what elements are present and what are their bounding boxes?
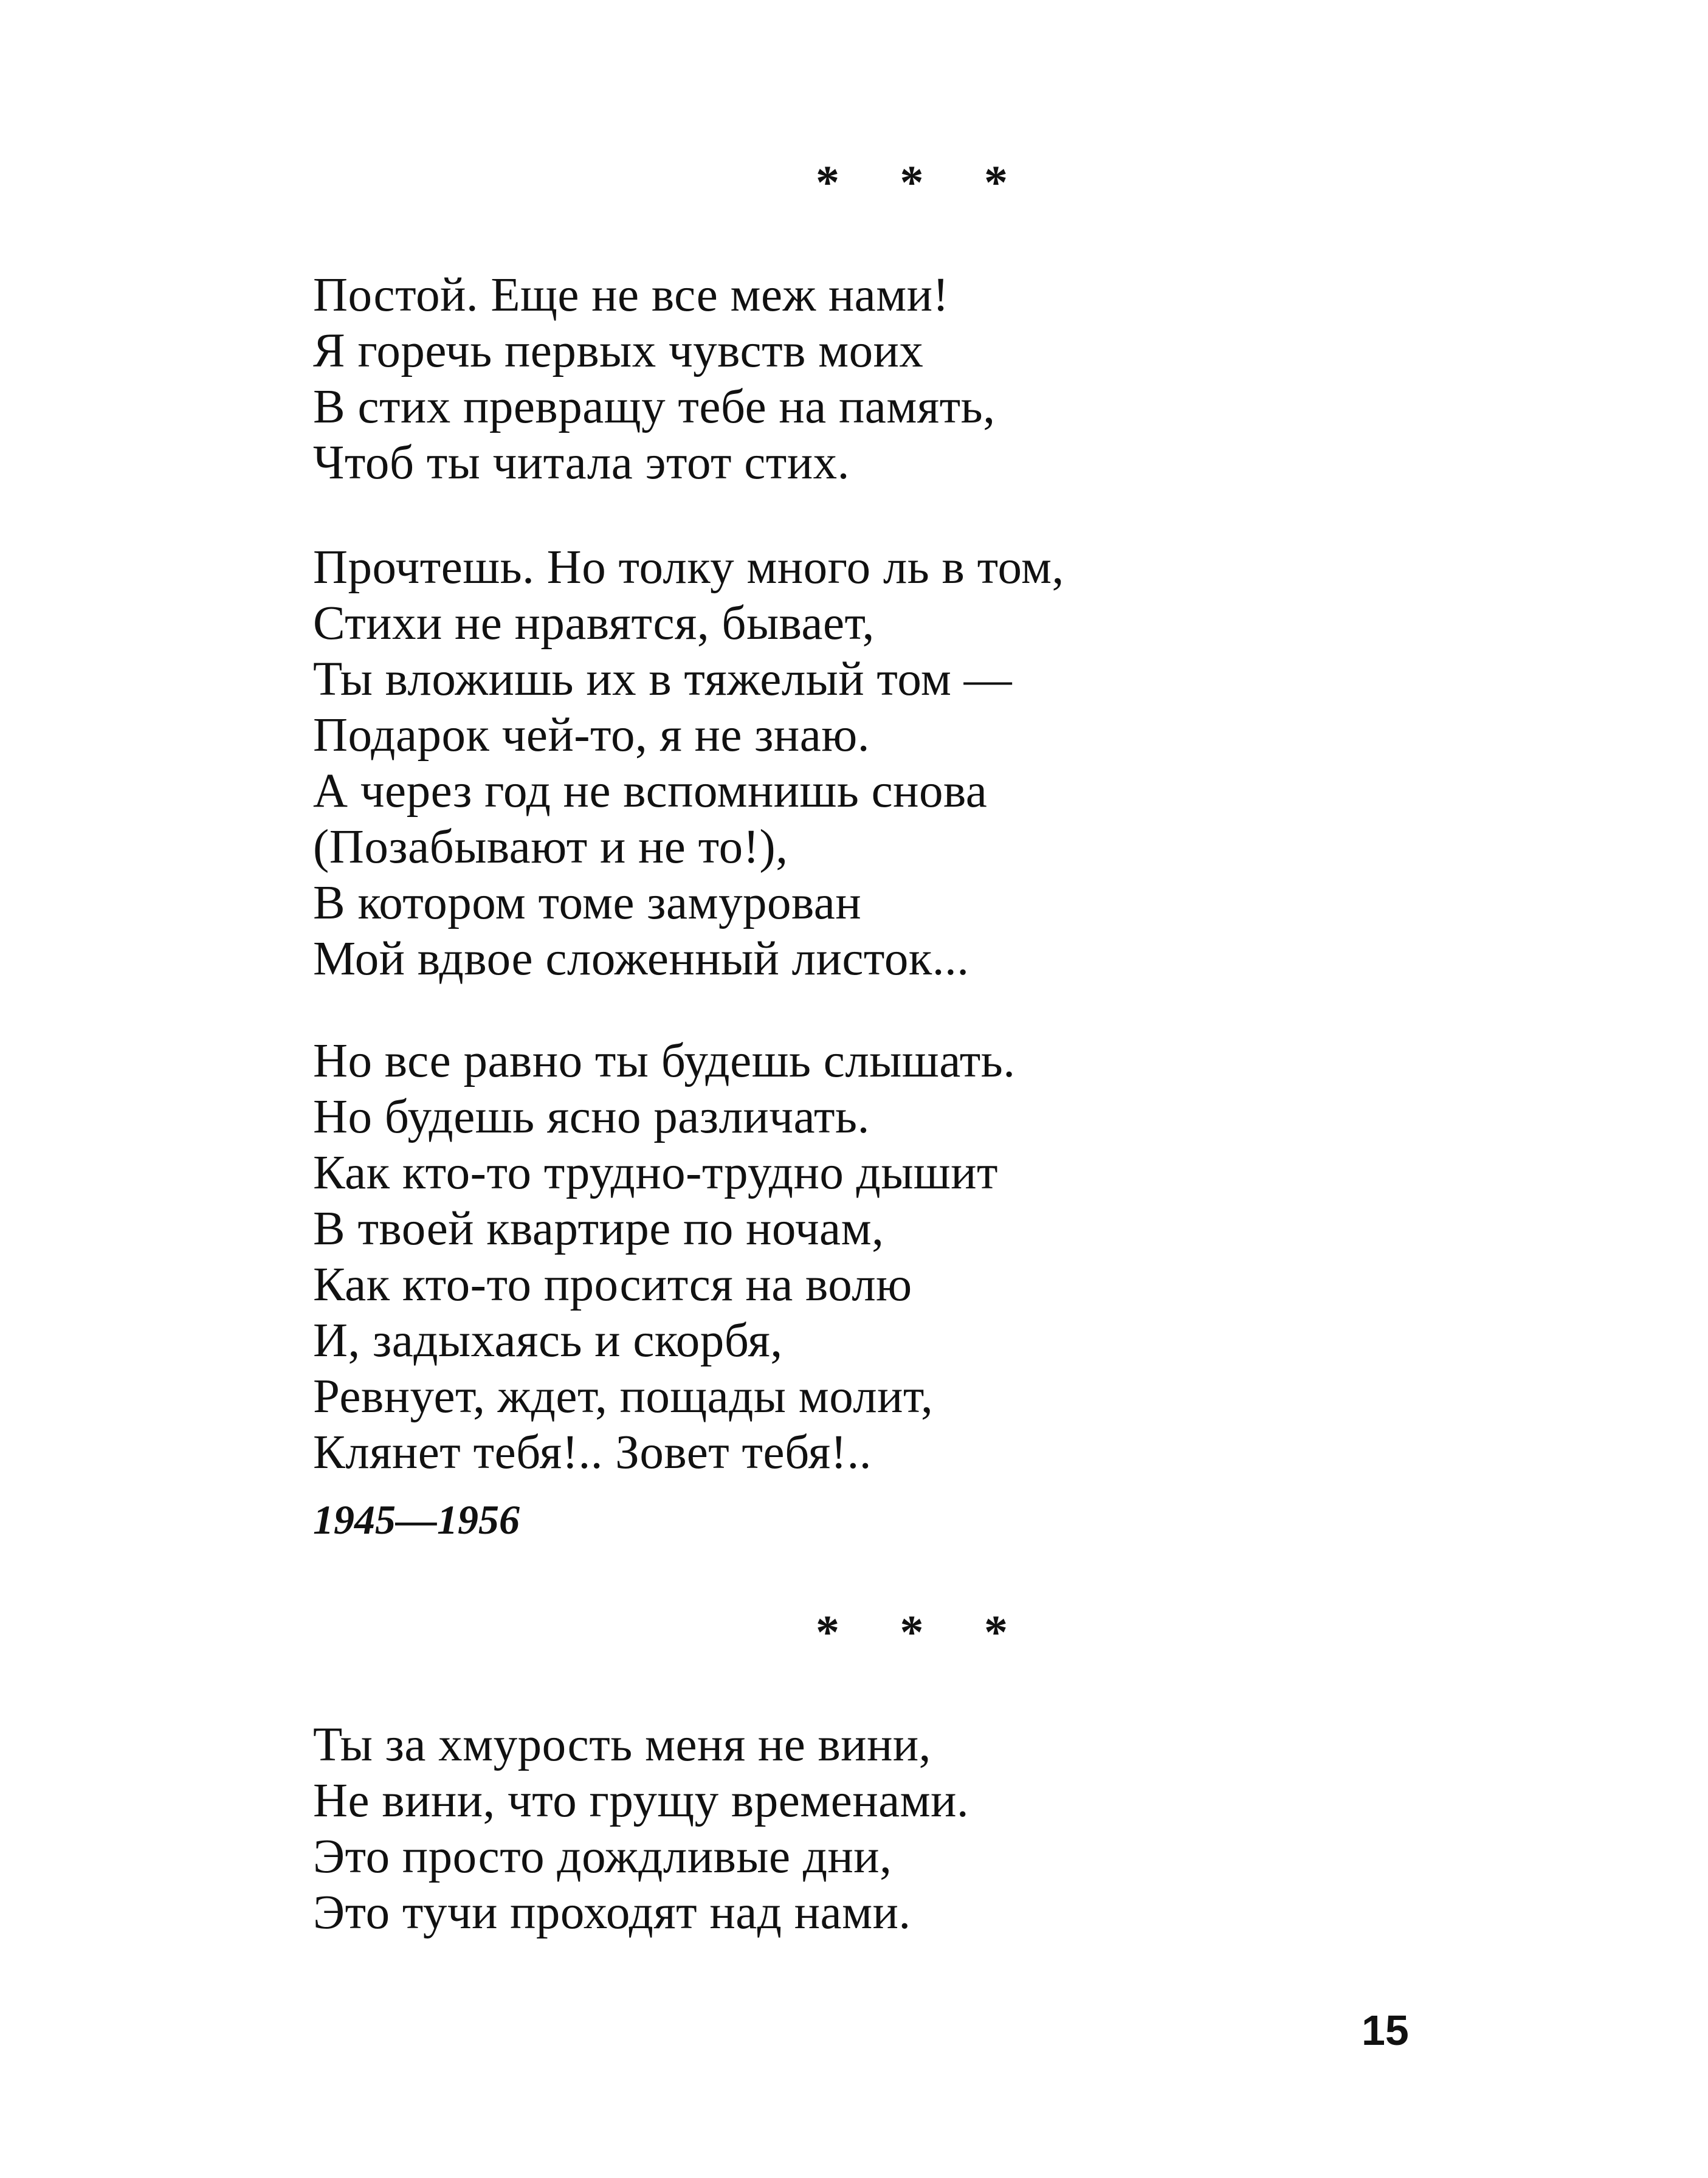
verse-line: Подарок чей-то, я не знаю.: [313, 709, 870, 762]
verse-line: Ревнует, ждет, пощады молит,: [313, 1370, 934, 1423]
verse-line: И, задыхаясь и скорбя,: [313, 1314, 783, 1367]
verse-line: Не вини, что грущу временами.: [313, 1774, 969, 1827]
stanza-4: [313, 1717, 1468, 1941]
verse-line: Прочтешь. Но толку много ль в том,: [313, 541, 1064, 594]
verse-line: Чтоб ты читала этот стих.: [313, 436, 850, 489]
verse-line: Но все равно ты будешь слышать.: [313, 1035, 1016, 1087]
verse-line: Это просто дождливые дни,: [313, 1830, 892, 1883]
verse-line: Но будешь ясно различать.: [313, 1091, 870, 1143]
verse-line: Как кто-то просится на волю: [313, 1258, 912, 1311]
stanza-2: [313, 540, 1468, 987]
verse-line: Ты за хмурость меня не вини,: [313, 1718, 931, 1771]
verse-line: В твоей квартире по ночам,: [313, 1202, 884, 1255]
verse-line: Это тучи проходят над нами.: [313, 1886, 911, 1939]
verse-line: А через год не вспомнишь снова: [313, 765, 988, 818]
verse-line: Мой вдвое сложенный листок...: [313, 932, 969, 985]
page-number: 15: [1362, 2007, 1409, 2054]
poem-separator: * * *: [816, 156, 1032, 208]
verse-line: (Позабывают и не то!),: [313, 821, 788, 874]
poem-date: 1945—1956: [313, 1497, 520, 1543]
verse-line: Постой. Еще не все меж нами!: [313, 269, 949, 322]
stanza-1: [313, 267, 1468, 491]
verse-line: Я горечь первых чувств моих: [313, 325, 924, 377]
verse-line: Как кто-то трудно-трудно дышит: [313, 1146, 999, 1199]
poem-separator: * * *: [816, 1605, 1032, 1658]
verse-line: Стихи не нравятся, бывает,: [313, 597, 875, 650]
stanza-3: [313, 1033, 1468, 1481]
verse-line: В котором томе замурован: [313, 877, 862, 929]
verse-line: Клянет тебя!.. Зовет тебя!..: [313, 1426, 872, 1479]
verse-line: Ты вложишь их в тяжелый том —: [313, 653, 1013, 706]
verse-line: В стих превращу тебе на память,: [313, 381, 996, 433]
